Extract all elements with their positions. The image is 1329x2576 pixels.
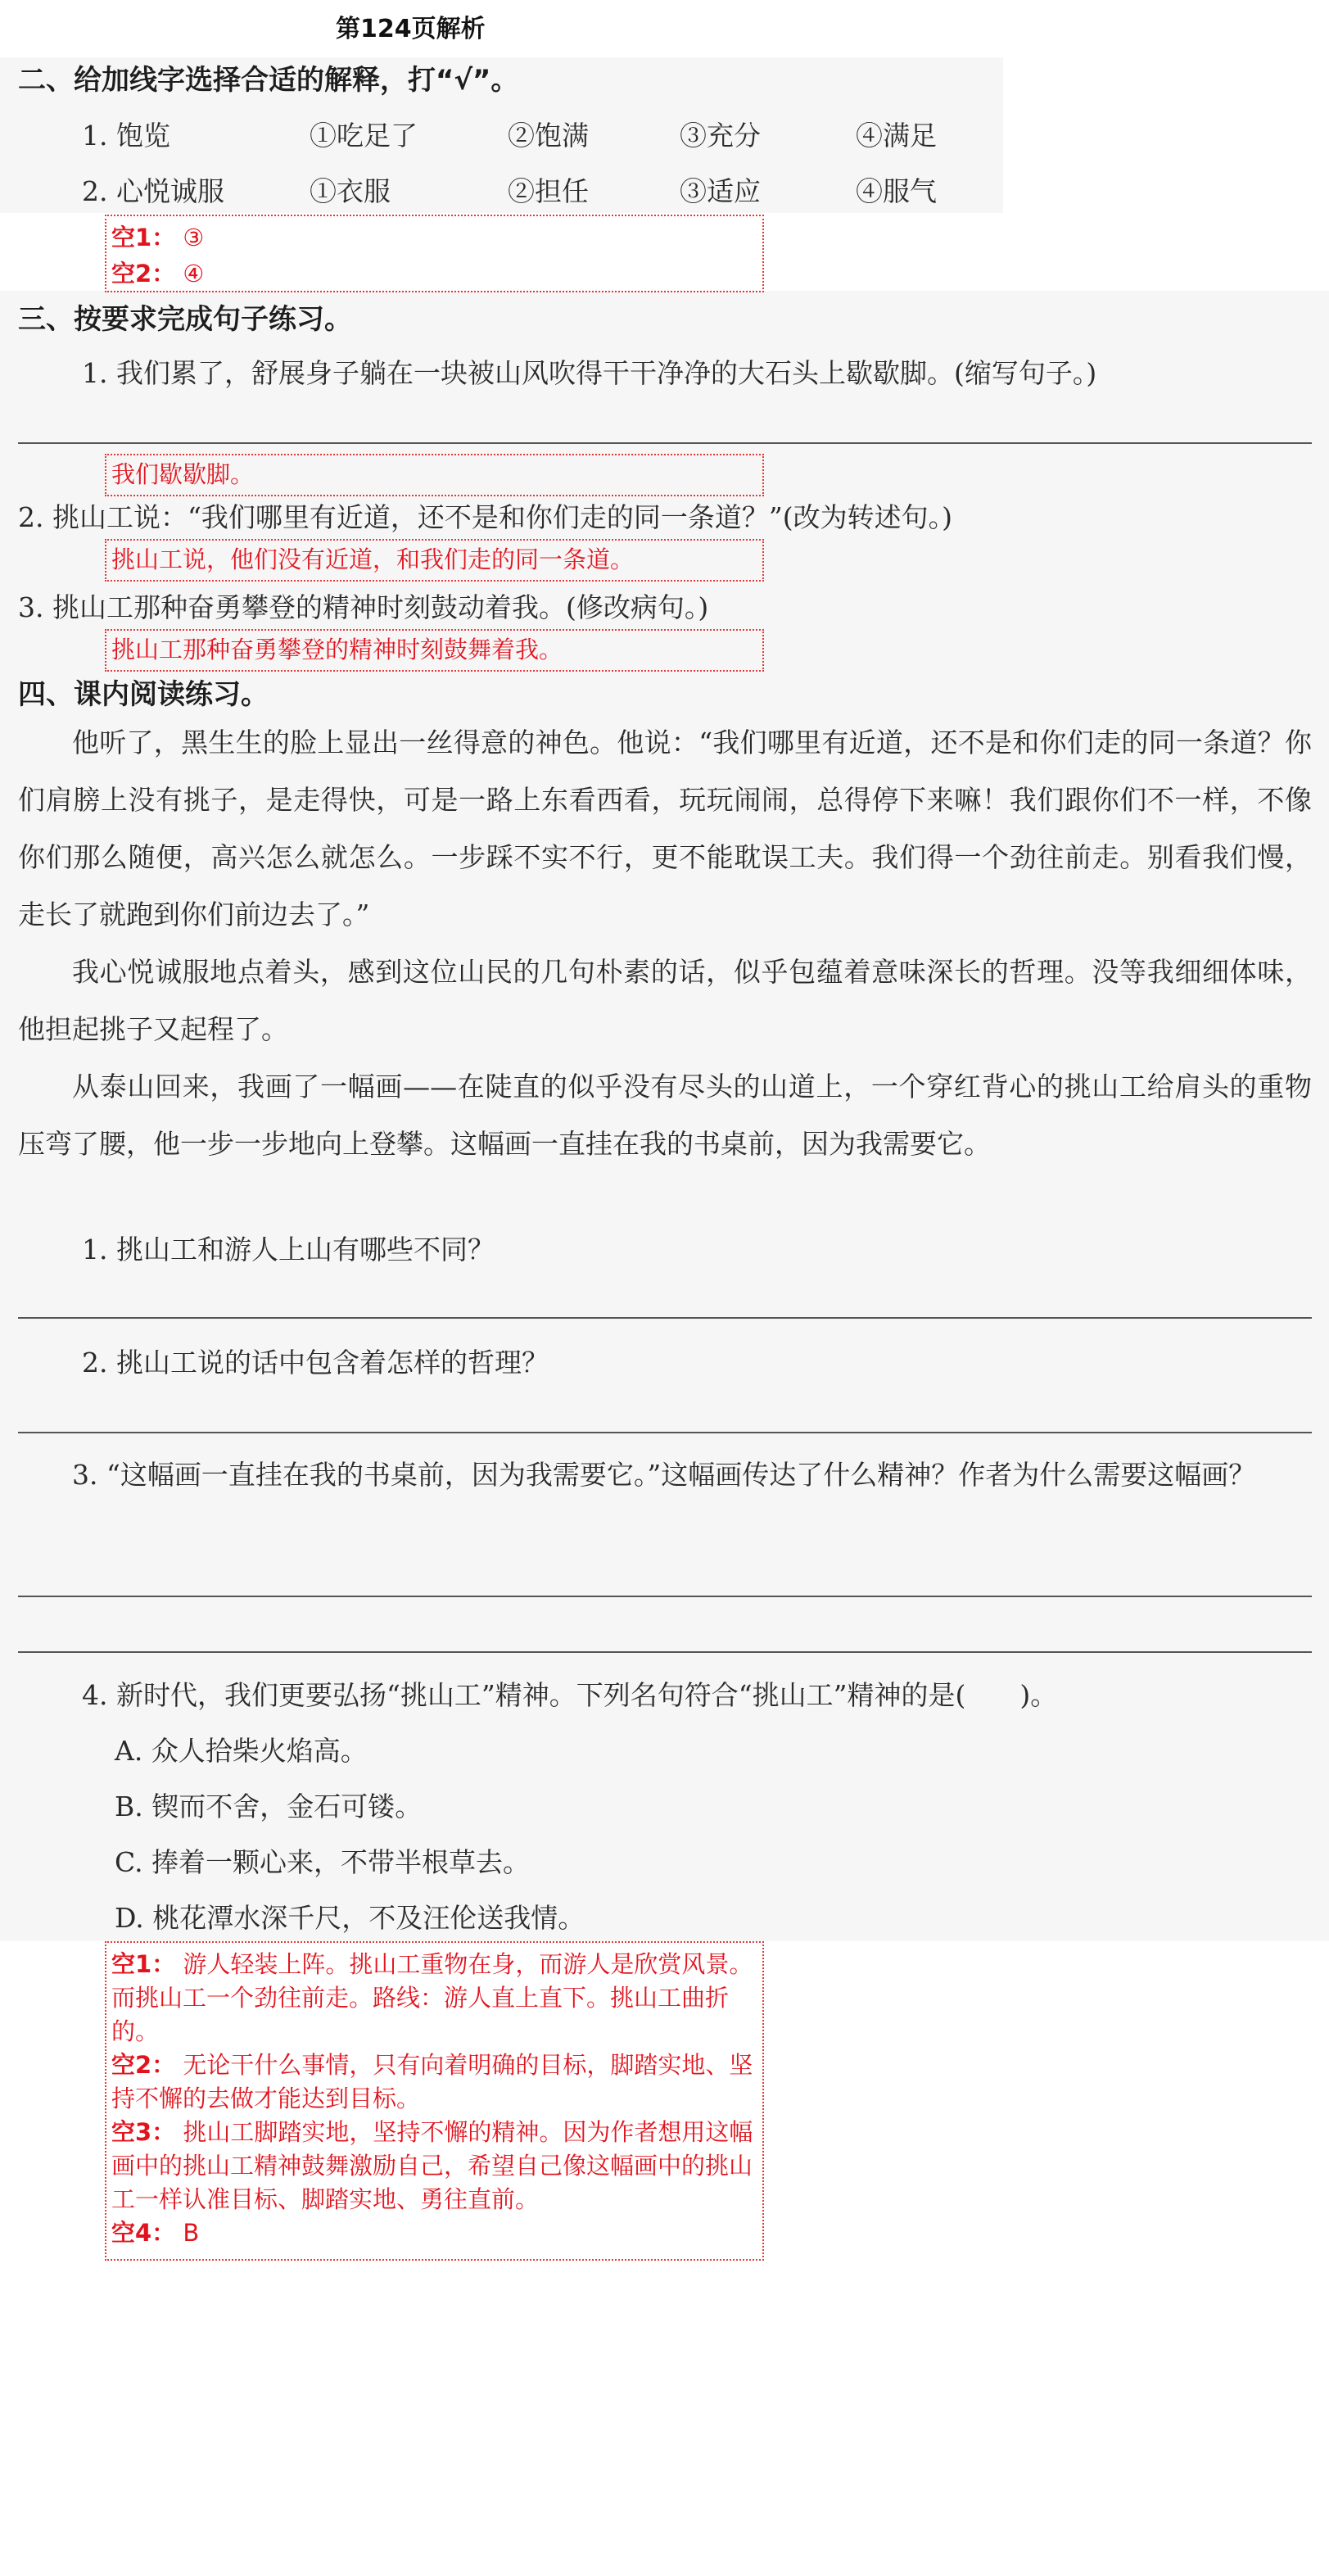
s4-answer-3 [111, 2116, 757, 2216]
answer-label: 空1： [111, 224, 176, 251]
s3-answer-1: 我们歇歇脚。 [111, 460, 255, 488]
s4-q2: 2. 挑山工说的话中包含着怎样的哲理？ [82, 1347, 549, 1379]
s2-q1-opt3: ③充分 [680, 120, 761, 152]
s3-answer-1-box [105, 454, 764, 496]
answer-value: ③ [183, 224, 205, 251]
s3-q2: 2. 挑山工说：“我们哪里有近道，还不是和你们走的同一条道？”(改为转述句。) [18, 501, 952, 533]
s2-q2-opt1: ①衣服 [310, 175, 391, 207]
s3-answer-2-box [105, 539, 764, 582]
s3-answer-3-box [105, 629, 764, 672]
s4-q2-answer-line [18, 1432, 1312, 1433]
s4-answer-2 [111, 2049, 757, 2116]
reading-passage [18, 714, 1312, 1173]
answer-label: 空2： [111, 2051, 176, 2079]
s4-q4-option-b: B. 锲而不舍，金石可镂。 [115, 1791, 423, 1822]
s2-q1-stem: 1. 饱览 [82, 120, 170, 152]
s2-answer-box [105, 215, 764, 292]
answer-label: 空2： [111, 260, 176, 287]
s3-answer-3: 挑山工那种奋勇攀登的精神时刻鼓舞着我。 [111, 636, 563, 663]
answer-value: 游人轻装上阵。挑山工重物在身，而游人是欣赏风景。而挑山工一个劲往前走。路线：游人直上直下。挑山工曲折的。 [111, 1950, 753, 2045]
s4-q1: 1. 挑山工和游人上山有哪些不同？ [82, 1234, 495, 1265]
passage-paragraph: 从泰山回来，我画了一幅画——在陡直的似乎没有尽头的山道上，一个穿红背心的挑山工给肩头的重物压弯了腰，他一步一步地向上登攀。这幅画一直挂在我的书桌前，因为我需要它。 [18, 1071, 1312, 1160]
s2-q1-opt1: ①吃足了 [310, 120, 418, 152]
s4-q3 [18, 1446, 1312, 1504]
s4-answer-4 [111, 2216, 757, 2250]
answer-label: 空3： [111, 2118, 176, 2146]
s4-q3-text: 3. “这幅画一直挂在我的书桌前，因为我需要它。”这幅画传达了什么精神？作者为什么需要这幅画？ [72, 1459, 1256, 1491]
s4-q4-option-c: C. 捧着一颗心来，不带半根草去。 [115, 1846, 531, 1878]
s4-q4: 4. 新时代，我们更要弘扬“挑山工”精神。下列名句符合“挑山工”精神的是( )。 [82, 1679, 1058, 1711]
s4-q4-option-d: D. 桃花潭水深千尺，不及汪伦送我情。 [115, 1902, 585, 1934]
answer-label: 空1： [111, 1950, 176, 1978]
s4-q1-answer-line [18, 1317, 1312, 1319]
s4-answer-1 [111, 1948, 757, 2049]
answer-label: 空4： [111, 2219, 176, 2247]
s4-q3-answer-line-2 [18, 1651, 1312, 1653]
answer-value: B [183, 2219, 200, 2247]
answer-value: ④ [183, 260, 205, 287]
section3-heading: 三、按要求完成句子练习。 [18, 303, 352, 336]
passage-paragraph: 他听了，黑生生的脸上显出一丝得意的神色。他说：“我们哪里有近道，还不是和你们走的同一条道？你们肩膀上没有挑子，是走得快，可是一路上东看西看，玩玩闹闹，总得停下来嘛！我们跟你们不一样，不像你们那么随便，高兴怎么就怎么。一步踩不实不行，更不能耽误工夫。我们得一个劲往前走。别看我们慢，走长了就跑到你们前边去了。” [18, 727, 1312, 930]
s2-q2-opt3: ③适应 [680, 175, 761, 207]
s2-q1-opt4: ④满足 [856, 120, 937, 152]
s4-q3-answer-line-1 [18, 1596, 1312, 1597]
section4-heading: 四、课内阅读练习。 [18, 678, 269, 711]
s3-q1: 1. 我们累了，舒展身子躺在一块被山风吹得干干净净的大石头上歇歇脚。(缩写句子。) [82, 357, 1097, 389]
answer-value: 挑山工脚踏实地，坚持不懈的精神。因为作者想用这幅画中的挑山工精神鼓舞激励自己，希望自己像这幅画中的挑山工一样认准目标、脚踏实地、勇往直前。 [111, 2118, 753, 2213]
s2-q2-opt4: ④服气 [856, 175, 937, 207]
answer-value: 无论干什么事情，只有向着明确的目标，脚踏实地、坚持不懈的去做才能达到目标。 [111, 2051, 753, 2112]
s2-answer-2 [111, 256, 757, 292]
s3-answer-2: 挑山工说，他们没有近道，和我们走的同一条道。 [111, 546, 635, 573]
page-title: 第124页解析 [336, 15, 486, 43]
s3-q3: 3. 挑山工那种奋勇攀登的精神时刻鼓动着我。(修改病句。) [18, 591, 709, 623]
section2-heading: 二、给加线字选择合适的解释，打“√”。 [18, 64, 519, 97]
s3-q1-answer-line [18, 442, 1312, 444]
s2-answer-1 [111, 220, 757, 256]
s4-answer-box [105, 1941, 764, 2261]
s2-q1-opt2: ②饱满 [508, 120, 589, 152]
s2-q2-stem: 2. 心悦诚服 [82, 175, 224, 207]
s2-q2-opt2: ②担任 [508, 175, 589, 207]
s4-q4-option-a: A. 众人拾柴火焰高。 [115, 1735, 368, 1767]
passage-paragraph: 我心悦诚服地点着头，感到这位山民的几句朴素的话，似乎包蕴着意味深长的哲理。没等我细细体味，他担起挑子又起程了。 [18, 956, 1312, 1045]
